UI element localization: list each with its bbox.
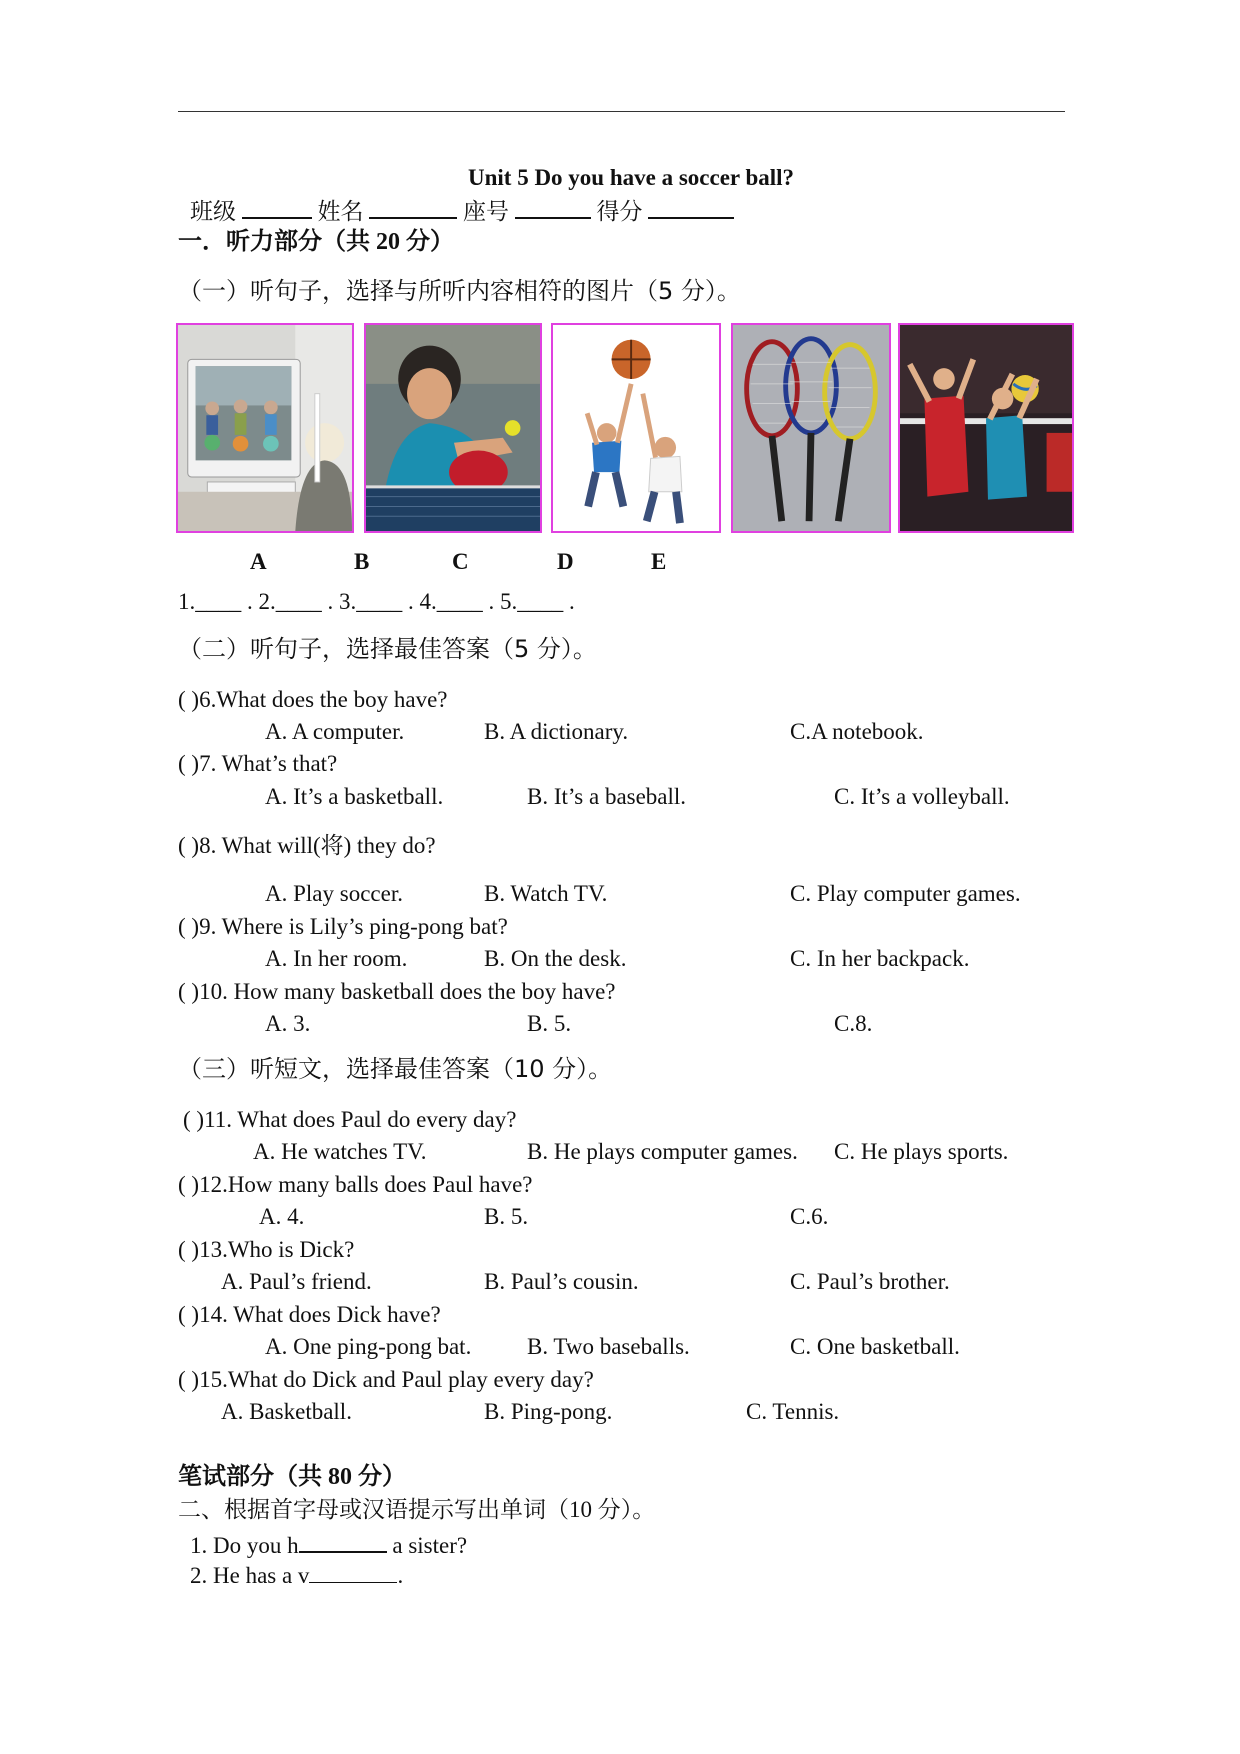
q15-option-a[interactable]: A. Basketball. [221, 1399, 352, 1424]
q9-option-c[interactable]: C. In her backpack. [790, 946, 970, 971]
writing-item-2-after: . [397, 1563, 404, 1588]
q8-option-c[interactable]: C. Play computer games. [790, 881, 1021, 906]
question-15: ( )15.What do Dick and Paul play every day? [178, 1367, 594, 1392]
tv-watching-picture [176, 323, 354, 533]
question-13: ( )13.Who is Dick? [178, 1237, 355, 1262]
q6-option-c[interactable]: C.A notebook. [790, 719, 924, 744]
q12-option-c[interactable]: C.6. [790, 1204, 829, 1229]
q14-option-b[interactable]: B. Two baseballs. [527, 1334, 690, 1359]
section2-heading: 二、根据首字母或汉语提示写出单词（10 分）。 [178, 1497, 656, 1522]
tennis-rackets-picture [731, 323, 891, 533]
q10-option-a[interactable]: A. 3. [265, 1011, 311, 1036]
part1-heading: （一）听句子，选择与所听内容相符的图片（5 分）。 [178, 277, 741, 305]
q8-option-b[interactable]: B. Watch TV. [484, 881, 608, 906]
part3-heading: （三）听短文，选择最佳答案（10 分）。 [178, 1055, 613, 1083]
q10-option-c[interactable]: C.8. [834, 1011, 873, 1036]
writing-item-2-blank[interactable] [309, 1564, 397, 1583]
q9-option-a[interactable]: A. In her room. [265, 946, 408, 971]
question-10: ( )10. How many basketball does the boy have? [178, 979, 616, 1004]
name-label: 姓名 [317, 199, 364, 224]
question-8: ( )8. What will(将) they do? [178, 833, 436, 858]
q9-option-b[interactable]: B. On the desk. [484, 946, 627, 971]
q6-option-a[interactable]: A. A computer. [265, 719, 405, 744]
score-label: 得分 [596, 199, 643, 224]
picture-letter-e: E [651, 549, 667, 574]
picture-letter-b: B [354, 549, 370, 574]
seat-blank[interactable] [515, 197, 591, 219]
writing-item-2 [190, 1564, 403, 1587]
seat-label: 座号 [463, 199, 509, 224]
writing-item-1 [190, 1531, 467, 1557]
writing-item-1-blank[interactable] [299, 1531, 387, 1553]
ping-pong-girl-picture [364, 323, 542, 533]
writing-heading: 笔试部分（共 80 分） [178, 1464, 406, 1490]
writing-item-2-before: 2. He has a v [190, 1563, 310, 1588]
q11-option-b[interactable]: B. He plays computer games. [527, 1139, 798, 1164]
question-14: ( )14. What does Dick have? [178, 1302, 441, 1327]
score-blank[interactable] [648, 197, 734, 219]
question-11: ( )11. What does Paul do every day? [183, 1107, 517, 1132]
part2-heading: （二）听句子，选择最佳答案（5 分）。 [178, 635, 597, 663]
q15-option-c[interactable]: C. Tennis. [746, 1399, 840, 1424]
q11-option-c[interactable]: C. He plays sports. [834, 1139, 1009, 1164]
header-rule [178, 111, 1065, 112]
q13-option-c[interactable]: C. Paul’s brother. [790, 1269, 950, 1294]
listening-heading: 一．听力部分（共 20 分） [178, 229, 454, 255]
writing-item-1-before: 1. Do you h [190, 1533, 299, 1558]
q11-option-a[interactable]: A. He watches TV. [253, 1139, 427, 1164]
name-blank[interactable] [369, 197, 457, 219]
writing-item-1-after: a sister? [386, 1533, 468, 1558]
q15-option-b[interactable]: B. Ping-pong. [484, 1399, 613, 1424]
q7-option-b[interactable]: B. It’s a baseball. [527, 784, 687, 809]
question-7: ( )7. What’s that? [178, 751, 338, 776]
q13-option-a[interactable]: A. Paul’s friend. [221, 1269, 372, 1294]
q12-option-a[interactable]: A. 4. [259, 1204, 305, 1229]
part1-answer-line: 1.____ . 2.____ . 3.____ . 4.____ . 5.____ . [178, 589, 575, 614]
q7-option-c[interactable]: C. It’s a volleyball. [834, 784, 1010, 809]
q12-option-b[interactable]: B. 5. [484, 1204, 529, 1229]
q14-option-c[interactable]: C. One basketball. [790, 1334, 960, 1359]
picture-letter-c: C [452, 549, 469, 574]
class-blank[interactable] [242, 197, 312, 219]
q8-option-a[interactable]: A. Play soccer. [265, 881, 403, 906]
volleyball-players-picture [898, 323, 1074, 533]
question-9: ( )9. Where is Lily’s ping-pong bat? [178, 914, 508, 939]
question-6: ( )6.What does the boy have? [178, 687, 448, 712]
student-info-line [190, 197, 734, 223]
worksheet-title: Unit 5 Do you have a soccer ball? [468, 165, 795, 190]
basketball-kids-picture [551, 323, 721, 533]
q13-option-b[interactable]: B. Paul’s cousin. [484, 1269, 639, 1294]
class-label: 班级 [190, 199, 236, 224]
q7-option-a[interactable]: A. It’s a basketball. [265, 784, 444, 809]
picture-letter-a: A [250, 549, 267, 574]
q10-option-b[interactable]: B. 5. [527, 1011, 572, 1036]
q6-option-b[interactable]: B. A dictionary. [484, 719, 629, 744]
picture-letter-d: D [557, 549, 574, 574]
question-12: ( )12.How many balls does Paul have? [178, 1172, 533, 1197]
q14-option-a[interactable]: A. One ping-pong bat. [265, 1334, 472, 1359]
